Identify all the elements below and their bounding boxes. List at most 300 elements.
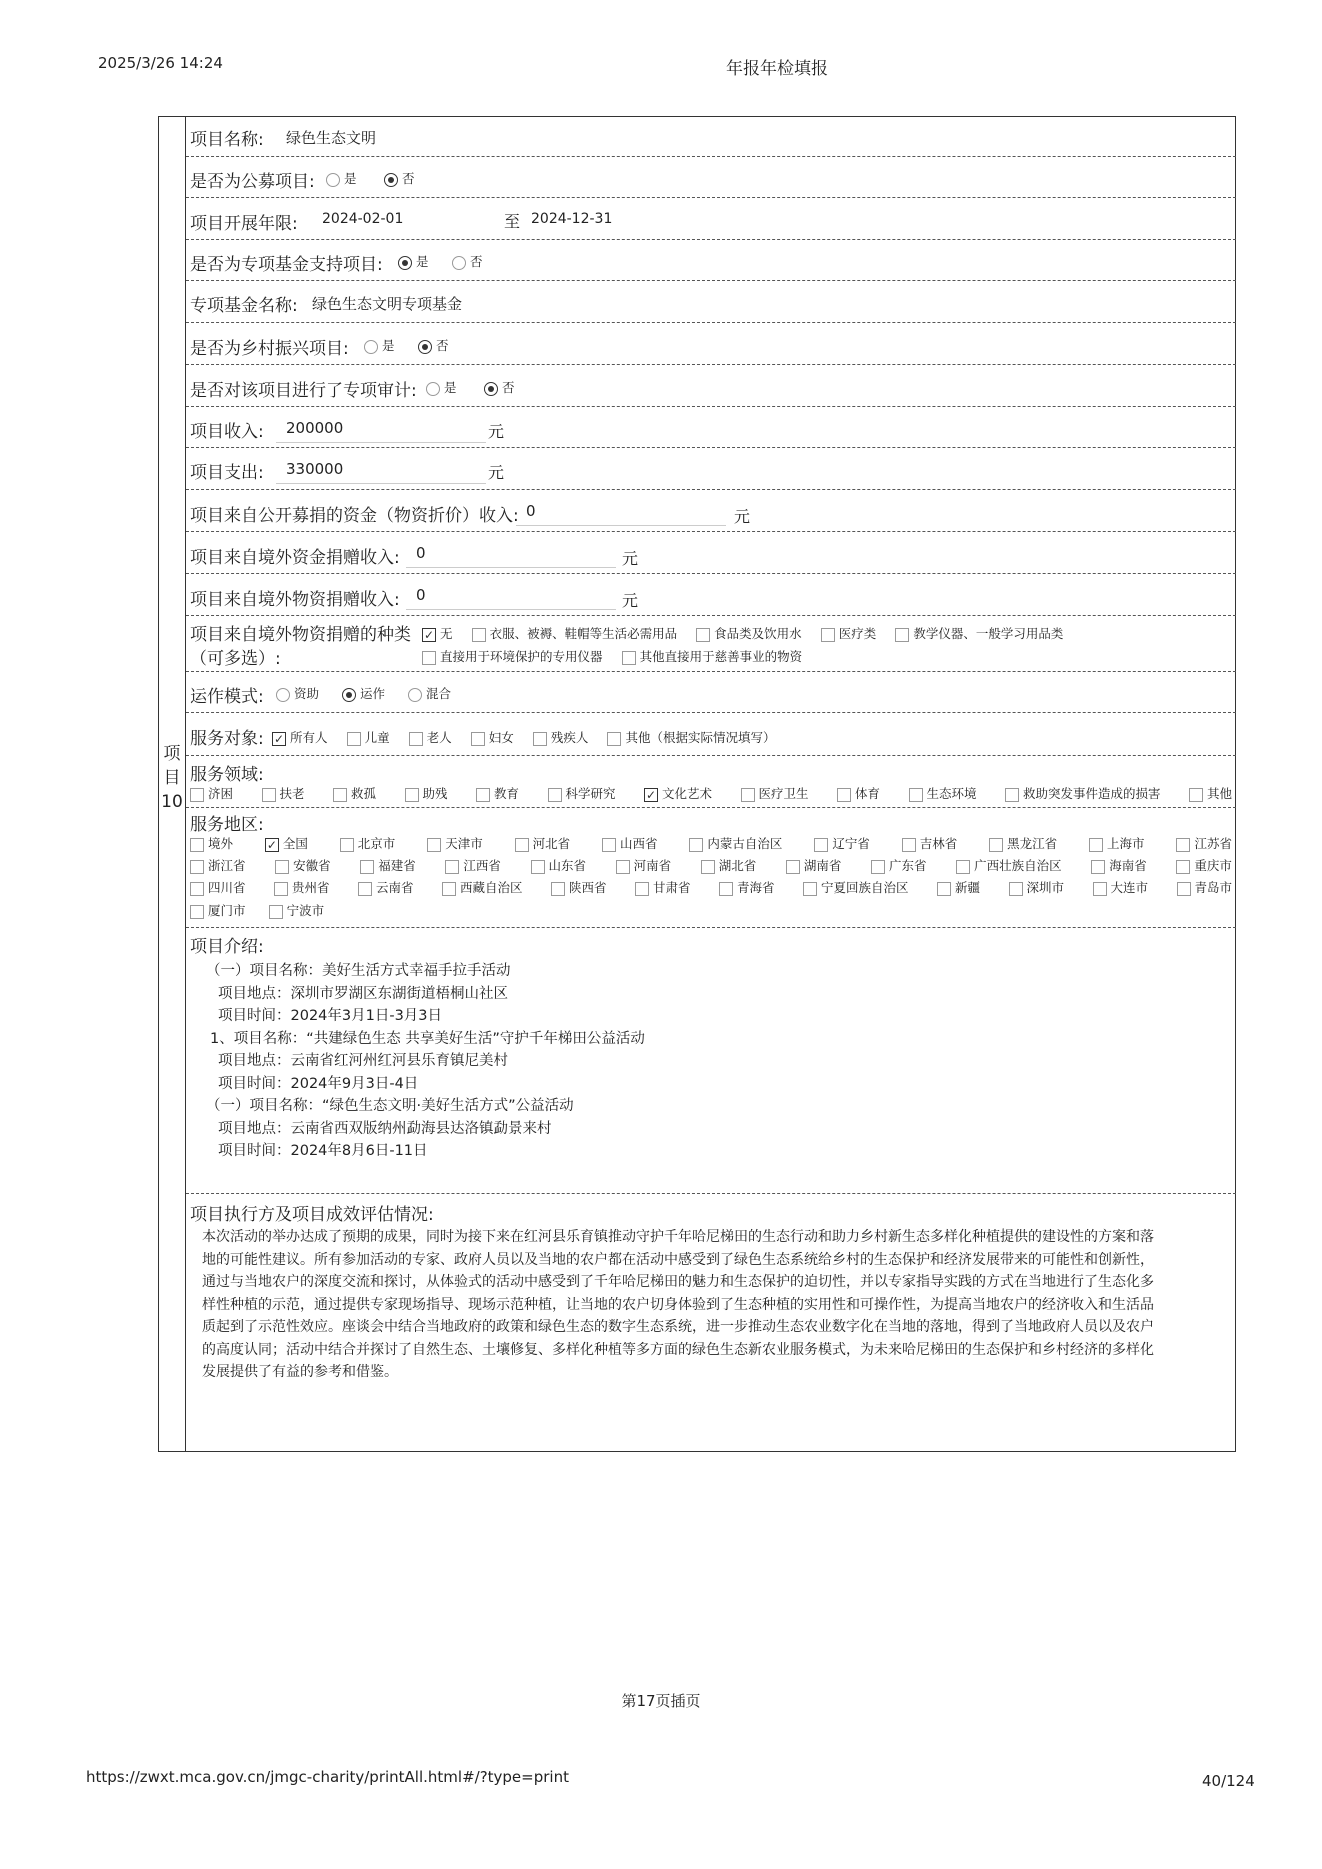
- goods-type-option[interactable]: [696, 624, 802, 642]
- row-overseas-funds: [186, 532, 1236, 574]
- option-label: 广东省: [888, 858, 927, 873]
- option-label: 资助: [293, 686, 319, 701]
- section-label-3: 10: [161, 792, 183, 812]
- checkbox-icon[interactable]: [515, 838, 529, 852]
- checkbox-icon[interactable]: [956, 860, 970, 874]
- checkbox-icon[interactable]: [333, 788, 347, 802]
- checkbox-icon[interactable]: [1176, 838, 1190, 852]
- checkbox-icon[interactable]: [442, 882, 456, 896]
- evaluation-line: 本次活动的举办达成了预期的成果，同时为接下来在红河县乐育镇推动守护千年哈尼梯田的生态行动和助力乡村新生态多样化种植提供的建设性的方案和落: [202, 1229, 1154, 1245]
- option-label: 衣服、被褥、鞋帽等生活必需用品: [489, 626, 678, 641]
- checkbox-icon[interactable]: [1189, 788, 1203, 802]
- option-label: 江西省: [463, 858, 501, 873]
- region-option[interactable]: [358, 877, 414, 899]
- radio-icon[interactable]: [276, 688, 290, 702]
- evaluation-line: 质起到了示范性效应。座谈会中结合当地政府的政策和绿色生态的数字生态系统，进一步推动生态农业数字化在当地的落地，得到了当地政府人员以及农户: [202, 1319, 1154, 1335]
- special-fund-name-value: 绿色生态文明专项基金: [312, 295, 463, 313]
- period-end[interactable]: 2024-12-31: [531, 211, 613, 227]
- option-label: 否: [435, 338, 449, 353]
- period-start[interactable]: 2024-02-01: [322, 211, 404, 227]
- checkbox-icon[interactable]: [422, 651, 436, 665]
- checkbox-checked-icon[interactable]: ✓: [266, 837, 277, 852]
- checkbox-icon[interactable]: [476, 788, 490, 802]
- radio-selected-icon[interactable]: [342, 688, 356, 702]
- region-option[interactable]: [1176, 855, 1232, 877]
- checkbox-icon[interactable]: [269, 905, 283, 919]
- special-fund-name-label: 专项基金名称:: [190, 296, 298, 316]
- service-field-option[interactable]: [1005, 783, 1161, 805]
- region-option[interactable]: [786, 855, 842, 877]
- public-fundraising-label: 是否为公募项目:: [190, 172, 315, 192]
- option-label: 海南省: [1109, 858, 1147, 873]
- option-label: 内蒙古自治区: [707, 836, 783, 851]
- option-label: 福建省: [378, 858, 416, 873]
- checkbox-icon[interactable]: [445, 860, 459, 874]
- option-label: 残疾人: [550, 730, 589, 745]
- print-datetime: 2025/3/26 14:24: [98, 54, 223, 72]
- row-period: [186, 198, 1236, 240]
- region-option[interactable]: [274, 877, 330, 899]
- option-label: 浙江省: [207, 858, 246, 873]
- service-field-option[interactable]: [909, 783, 977, 805]
- checkbox-icon[interactable]: [531, 860, 545, 874]
- radio-selected-icon[interactable]: [484, 382, 498, 396]
- option-label: 直接用于环境保护的专用仪器: [439, 649, 603, 664]
- operation-mode-grant[interactable]: [276, 684, 319, 702]
- checkbox-icon[interactable]: [616, 860, 630, 874]
- row-service-fields: [186, 756, 1236, 808]
- evaluation-line: 样性种植的示范，通过提供专家现场指导、现场示范种植，让当地的农户切身体验到了生态种植的实用性和可操作性，为提高当地农户的经济收入和生活品: [202, 1296, 1154, 1313]
- row-public-income: [186, 490, 1236, 532]
- checkbox-icon[interactable]: [360, 860, 374, 874]
- option-label: 运作: [359, 686, 385, 701]
- checkbox-icon[interactable]: [1005, 788, 1019, 802]
- option-label: 重庆市: [1194, 858, 1232, 873]
- page-count: 40/124: [1202, 1772, 1255, 1790]
- option-label: 混合: [425, 686, 451, 701]
- service-field-option[interactable]: [476, 783, 519, 805]
- row-public-fundraising: [186, 157, 1236, 198]
- service-field-option[interactable]: [548, 783, 616, 805]
- region-option[interactable]: [1093, 877, 1149, 899]
- option-label: 河南省: [633, 858, 672, 873]
- option-label: 所有人: [289, 730, 328, 745]
- option-label: 安徽省: [293, 858, 331, 873]
- expense-input[interactable]: 330000: [276, 454, 486, 484]
- radio-selected-icon[interactable]: [418, 340, 432, 354]
- public-fundraising-yes[interactable]: [326, 169, 357, 187]
- checkbox-icon[interactable]: [821, 628, 835, 642]
- public-fundraising-no[interactable]: [384, 169, 415, 187]
- goods-types-label: 项目来自境外物资捐赠的种类: [190, 625, 411, 645]
- operation-mode-mixed[interactable]: [408, 684, 451, 702]
- checkbox-icon[interactable]: [548, 788, 562, 802]
- option-label: 济困: [207, 786, 233, 801]
- introduction-line: 项目时间：2024年3月1日-3月3日: [218, 1008, 443, 1024]
- option-label: 全国: [282, 836, 308, 851]
- period-to: 至: [504, 212, 521, 231]
- region-option[interactable]: [531, 855, 587, 877]
- checkbox-icon[interactable]: [190, 788, 204, 802]
- option-label: 食品类及饮用水: [714, 626, 802, 641]
- section-label-2: 目: [163, 768, 181, 788]
- row-rural: [186, 323, 1236, 365]
- option-label: 其他（根据实际情况填写）: [625, 730, 776, 745]
- option-label: 妇女: [488, 730, 514, 745]
- region-option[interactable]: [602, 833, 658, 855]
- option-label: 大连市: [1110, 880, 1148, 895]
- service-target-option[interactable]: [471, 728, 514, 746]
- option-label: 其他: [1206, 786, 1232, 801]
- region-option[interactable]: [803, 877, 909, 899]
- service-regions-line: [190, 877, 1232, 899]
- option-label: 湖南省: [803, 858, 842, 873]
- checkbox-icon[interactable]: [1091, 860, 1105, 874]
- introduction-line: 项目地点：云南省红河州红河县乐育镇尼美村: [218, 1053, 508, 1069]
- checkbox-icon[interactable]: [696, 628, 710, 642]
- row-special-fund: [186, 240, 1236, 281]
- option-label: 厦门市: [207, 903, 246, 918]
- option-label: 救助突发事件造成的损害: [1022, 786, 1161, 801]
- checkbox-icon[interactable]: [340, 838, 354, 852]
- evaluation-line: 的高度认同；活动中结合并探讨了自然生态、土壤修复、多样化种植等多方面的绿色生态新农业服务模式，为未来哈尼梯田的生态保护和乡村经济的多样化: [202, 1341, 1154, 1358]
- service-regions-line: [190, 899, 1232, 921]
- operation-mode-label: 运作模式:: [190, 687, 264, 707]
- expense-unit: 元: [488, 463, 505, 482]
- service-field-option[interactable]: [644, 783, 712, 805]
- option-label: 是: [343, 171, 357, 186]
- overseas-funds-unit: 元: [622, 549, 639, 568]
- service-field-option[interactable]: [333, 783, 376, 805]
- goods-types-line-2: [422, 646, 816, 665]
- checkbox-icon[interactable]: [275, 860, 289, 874]
- checkbox-icon[interactable]: [902, 838, 916, 852]
- checkbox-icon[interactable]: [1093, 882, 1107, 896]
- region-option[interactable]: [551, 877, 607, 899]
- region-option[interactable]: [1091, 855, 1147, 877]
- option-label: 云南省: [375, 880, 414, 895]
- option-label: 文化艺术: [661, 786, 712, 801]
- option-label: 辽宁省: [832, 836, 870, 851]
- option-label: 是: [443, 380, 457, 395]
- evaluation-text: [194, 1226, 1154, 1384]
- checkbox-icon[interactable]: [1089, 838, 1103, 852]
- option-label: 青岛市: [1194, 880, 1232, 895]
- option-label: 医疗类: [838, 626, 877, 641]
- checkbox-icon[interactable]: [895, 628, 909, 642]
- option-label: 体育: [854, 786, 880, 801]
- service-field-option[interactable]: [1189, 783, 1232, 805]
- radio-icon[interactable]: [326, 173, 340, 187]
- option-label: 否: [401, 171, 415, 186]
- page-insert-label: 第17页插页: [621, 1692, 701, 1710]
- goods-type-option[interactable]: [895, 624, 1063, 642]
- region-option[interactable]: [427, 833, 483, 855]
- region-option[interactable]: [190, 833, 233, 855]
- region-option[interactable]: [1176, 833, 1232, 855]
- option-label: 上海市: [1107, 836, 1145, 851]
- checkbox-icon[interactable]: [427, 838, 441, 852]
- option-label: 无: [439, 626, 453, 641]
- checkbox-checked-icon[interactable]: ✓: [273, 731, 285, 746]
- option-label: 教学仪器、一般学习用品类: [913, 626, 1064, 641]
- service-regions-options: [190, 833, 1232, 921]
- goods-type-option[interactable]: [821, 624, 877, 642]
- introduction-line: 项目地点：深圳市罗湖区东湖街道梧桐山社区: [218, 985, 508, 1002]
- option-label: 湖北省: [718, 858, 757, 873]
- option-label: 四川省: [207, 880, 246, 895]
- rural-yes[interactable]: [364, 336, 395, 354]
- row-goods-types: [186, 616, 1236, 672]
- region-option[interactable]: [1089, 833, 1145, 855]
- option-label: 青海省: [736, 880, 775, 895]
- region-option[interactable]: [340, 833, 396, 855]
- service-regions-line: [190, 833, 1232, 855]
- service-target-option[interactable]: [272, 728, 328, 746]
- option-label: 广西壮族自治区: [974, 858, 1062, 873]
- income-unit: 元: [488, 422, 505, 441]
- service-fields-options: [190, 783, 1232, 805]
- checkbox-icon[interactable]: [701, 860, 715, 874]
- rural-label: 是否为乡村振兴项目:: [190, 339, 349, 359]
- evaluation-line: 通过与当地农户的深度交流和探讨，从体验式的活动中感受到了千年哈尼梯田的魅力和生态保护的迫切性，并以专家指导实践的方式在当地进行了生态化多: [202, 1274, 1154, 1290]
- service-target-option[interactable]: [533, 728, 589, 746]
- option-label: 山东省: [548, 858, 586, 873]
- region-option[interactable]: [265, 833, 308, 855]
- option-label: 甘肃省: [652, 880, 691, 895]
- service-regions-label: 服务地区:: [190, 815, 264, 835]
- option-label: 山西省: [620, 836, 658, 851]
- radio-icon[interactable]: [408, 688, 422, 702]
- print-url: https://zwxt.mca.gov.cn/jmgc-charity/printAll.html#/?type=print: [86, 1768, 569, 1786]
- checkbox-icon[interactable]: [989, 838, 1003, 852]
- service-field-option[interactable]: [190, 783, 233, 805]
- radio-icon[interactable]: [426, 382, 440, 396]
- checkbox-icon[interactable]: [262, 788, 276, 802]
- page-title: 年报年检填报: [726, 59, 828, 79]
- option-label: 江苏省: [1194, 836, 1232, 851]
- service-fields-label: 服务领域:: [190, 765, 264, 785]
- service-targets-label: 服务对象:: [190, 729, 264, 749]
- option-label: 深圳市: [1026, 880, 1064, 895]
- row-income: [186, 407, 1236, 448]
- row-service-targets: [186, 713, 1236, 756]
- checkbox-icon[interactable]: [190, 882, 204, 896]
- project-name-value: 绿色生态文明: [286, 129, 377, 147]
- row-audit: [186, 365, 1236, 407]
- introduction-line: 项目时间：2024年9月3日-4日: [218, 1075, 419, 1092]
- checkbox-icon[interactable]: [358, 882, 372, 896]
- audit-no[interactable]: [484, 378, 515, 396]
- region-option[interactable]: [937, 877, 980, 899]
- goods-type-option[interactable]: [472, 624, 678, 642]
- service-targets-options: [272, 727, 789, 746]
- region-option[interactable]: [515, 833, 571, 855]
- option-label: 生态环境: [926, 786, 977, 801]
- service-regions-line: [190, 855, 1232, 877]
- region-option[interactable]: [902, 833, 958, 855]
- option-label: 吉林省: [919, 836, 958, 851]
- audit-label: 是否对该项目进行了专项审计:: [190, 381, 417, 401]
- option-label: 否: [469, 254, 483, 269]
- checkbox-icon[interactable]: [1177, 882, 1191, 896]
- radio-selected-icon[interactable]: [398, 256, 412, 270]
- overseas-goods-label: 项目来自境外物资捐赠收入:: [190, 590, 400, 610]
- rural-no[interactable]: [418, 336, 449, 354]
- region-option[interactable]: [701, 855, 757, 877]
- region-option[interactable]: [719, 877, 775, 899]
- region-option[interactable]: [635, 877, 691, 899]
- checkbox-icon[interactable]: [274, 882, 288, 896]
- option-label: 西藏自治区: [459, 880, 523, 895]
- special-fund-no[interactable]: [452, 252, 483, 270]
- service-field-option[interactable]: [405, 783, 448, 805]
- option-label: 是: [381, 338, 395, 353]
- service-field-option[interactable]: [262, 783, 305, 805]
- introduction-text: [206, 960, 645, 1163]
- checkbox-icon[interactable]: [607, 732, 621, 746]
- region-option[interactable]: [689, 833, 782, 855]
- option-label: 否: [501, 380, 515, 395]
- checkbox-icon[interactable]: [602, 838, 616, 852]
- special-fund-label: 是否为专项基金支持项目:: [190, 255, 383, 275]
- option-label: 扶老: [279, 786, 305, 801]
- goods-type-option[interactable]: [422, 647, 603, 665]
- option-label: 天津市: [445, 836, 483, 851]
- checkbox-icon[interactable]: [937, 882, 951, 896]
- option-label: 老人: [426, 730, 452, 745]
- row-special-fund-name: [186, 281, 1236, 323]
- region-option[interactable]: [190, 877, 246, 899]
- introduction-line: 项目地点：云南省西双版纳州勐海县达洛镇勐景来村: [218, 1120, 552, 1137]
- region-option[interactable]: [814, 833, 870, 855]
- region-option[interactable]: [1009, 877, 1065, 899]
- goods-types-label-2: （可多选）:: [190, 649, 281, 669]
- checkbox-icon[interactable]: [347, 732, 361, 746]
- option-label: 医疗卫生: [758, 786, 809, 801]
- checkbox-icon[interactable]: [871, 860, 885, 874]
- period-label: 项目开展年限:: [190, 214, 298, 234]
- checkbox-icon[interactable]: [471, 732, 485, 746]
- row-project-name: [186, 116, 1236, 157]
- radio-icon[interactable]: [364, 340, 378, 354]
- radio-selected-icon[interactable]: [384, 173, 398, 187]
- checkbox-icon[interactable]: [1176, 860, 1190, 874]
- checkbox-icon[interactable]: [551, 882, 565, 896]
- section-label-1: 项: [163, 744, 181, 764]
- checkbox-checked-icon[interactable]: ✓: [645, 787, 657, 802]
- checkbox-icon[interactable]: [622, 651, 636, 665]
- audit-yes[interactable]: [426, 378, 457, 396]
- option-label: 贵州省: [291, 880, 330, 895]
- region-option[interactable]: [616, 855, 672, 877]
- region-option[interactable]: [190, 900, 246, 921]
- checkbox-icon[interactable]: [909, 788, 923, 802]
- region-option[interactable]: [190, 855, 246, 877]
- overseas-funds-label: 项目来自境外资金捐赠收入:: [190, 548, 400, 568]
- project-name-label: 项目名称:: [190, 130, 264, 150]
- region-option[interactable]: [871, 855, 927, 877]
- option-label: 北京市: [357, 836, 396, 851]
- row-operation-mode: [186, 672, 1236, 713]
- goods-types-line-1: [422, 623, 1077, 642]
- option-label: 黑龙江省: [1007, 836, 1058, 851]
- option-label: 其他直接用于慈善事业的物资: [639, 649, 803, 664]
- checkbox-icon[interactable]: [837, 788, 851, 802]
- checkbox-checked-icon[interactable]: ✓: [423, 627, 435, 642]
- row-introduction: [186, 928, 1236, 1194]
- introduction-line: 1、项目名称：“共建绿色生态 共享美好生活”守护千年梯田公益活动: [210, 1030, 645, 1047]
- service-target-option[interactable]: [607, 728, 775, 746]
- checkbox-icon[interactable]: [472, 628, 486, 642]
- service-field-option[interactable]: [741, 783, 809, 805]
- income-input[interactable]: 200000: [276, 413, 486, 443]
- overseas-goods-unit: 元: [622, 591, 639, 610]
- expense-label: 项目支出:: [190, 463, 264, 483]
- evaluation-line: 发展提供了有益的参考和借鉴。: [202, 1364, 398, 1380]
- operation-mode-operate[interactable]: [342, 684, 385, 702]
- public-income-unit: 元: [734, 507, 751, 526]
- region-option[interactable]: [442, 877, 523, 899]
- checkbox-icon[interactable]: [689, 838, 703, 852]
- checkbox-icon[interactable]: [409, 732, 423, 746]
- special-fund-yes[interactable]: [398, 252, 429, 270]
- income-label: 项目收入:: [190, 422, 264, 442]
- checkbox-icon[interactable]: [803, 882, 817, 896]
- checkbox-icon[interactable]: [741, 788, 755, 802]
- checkbox-icon[interactable]: [405, 788, 419, 802]
- option-label: 科学研究: [565, 786, 616, 801]
- row-service-regions: [186, 808, 1236, 928]
- service-field-option[interactable]: [837, 783, 880, 805]
- checkbox-icon[interactable]: [1009, 882, 1023, 896]
- checkbox-icon[interactable]: [814, 838, 828, 852]
- option-label: 教育: [493, 786, 519, 801]
- region-option[interactable]: [269, 900, 325, 921]
- region-option[interactable]: [989, 833, 1057, 855]
- checkbox-icon[interactable]: [635, 882, 649, 896]
- overseas-goods-input[interactable]: 0: [406, 580, 616, 610]
- checkbox-icon[interactable]: [719, 882, 733, 896]
- service-fields-line: [190, 783, 1232, 805]
- service-target-option[interactable]: [409, 728, 452, 746]
- row-overseas-goods: [186, 574, 1236, 616]
- checkbox-icon[interactable]: [786, 860, 800, 874]
- region-option[interactable]: [956, 855, 1062, 877]
- radio-icon[interactable]: [452, 256, 466, 270]
- row-expense: [186, 448, 1236, 490]
- checkbox-icon[interactable]: [190, 905, 204, 919]
- option-label: 是: [415, 254, 429, 269]
- goods-type-option[interactable]: [422, 624, 453, 642]
- region-option[interactable]: [445, 855, 501, 877]
- evaluation-label: 项目执行方及项目成效评估情况:: [190, 1205, 434, 1225]
- introduction-line: 项目时间：2024年8月6日-11日: [218, 1143, 428, 1159]
- checkbox-icon[interactable]: [190, 838, 204, 852]
- introduction-line: （一）项目名称：“绿色生态文明·美好生活方式”公益活动: [206, 1098, 574, 1114]
- option-label: 救孤: [350, 786, 376, 801]
- region-option[interactable]: [275, 855, 331, 877]
- checkbox-icon[interactable]: [533, 732, 547, 746]
- checkbox-icon[interactable]: [190, 860, 204, 874]
- overseas-funds-input[interactable]: 0: [406, 538, 616, 568]
- public-income-input[interactable]: 0: [516, 496, 726, 526]
- row-evaluation: [186, 1194, 1236, 1456]
- goods-type-option[interactable]: [622, 647, 803, 665]
- region-option[interactable]: [360, 855, 416, 877]
- service-target-option[interactable]: [347, 728, 390, 746]
- region-option[interactable]: [1177, 877, 1233, 899]
